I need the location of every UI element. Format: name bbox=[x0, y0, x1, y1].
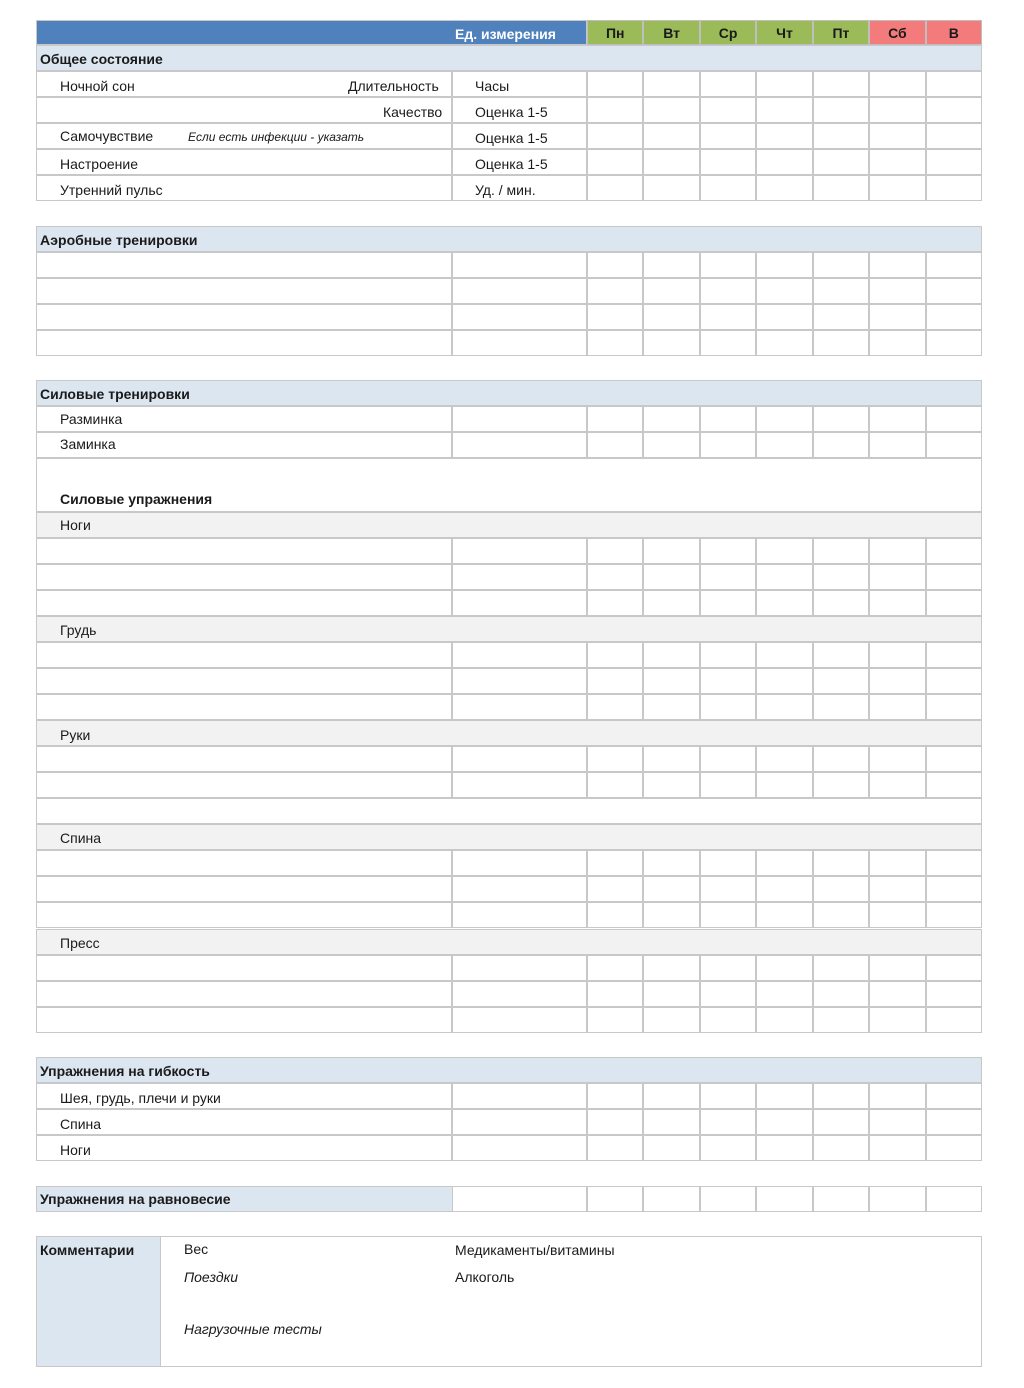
balance-row-day-cell-6[interactable] bbox=[869, 1186, 925, 1212]
group-2-row-2-day-cell-3[interactable] bbox=[700, 668, 756, 694]
group-3-row-2-day-cell-1[interactable] bbox=[587, 772, 643, 798]
general-section-band bbox=[36, 45, 982, 71]
group-5-row-2-day-cell-7[interactable] bbox=[926, 981, 982, 1007]
group-3-row-2-day-cell-6[interactable] bbox=[869, 772, 925, 798]
flex-row-2-day-cell-6[interactable] bbox=[869, 1109, 925, 1135]
day-header-3: Ср bbox=[700, 20, 756, 45]
group-3-row-1-day-cell-5[interactable] bbox=[813, 746, 869, 772]
group-2-row-3-day-cell-7[interactable] bbox=[926, 694, 982, 720]
general-row-3-day-cell-1[interactable] bbox=[587, 123, 643, 149]
aerobic-row-4-name-cell[interactable] bbox=[36, 330, 452, 356]
group-4-row-3-day-cell-6[interactable] bbox=[869, 902, 925, 928]
group-1-row-3-day-cell-3[interactable] bbox=[700, 590, 756, 616]
flex-row-2-day-cell-4[interactable] bbox=[756, 1109, 812, 1135]
group-5-row-1-day-cell-6[interactable] bbox=[869, 955, 925, 981]
group-5-row-2-day-cell-1[interactable] bbox=[587, 981, 643, 1007]
group-2-row-2-day-cell-6[interactable] bbox=[869, 668, 925, 694]
aerobic-row-2-day-cell-2[interactable] bbox=[643, 278, 699, 304]
general-row-2-day-cell-1[interactable] bbox=[587, 97, 643, 123]
group-5-row-1-day-cell-4[interactable] bbox=[756, 955, 812, 981]
group-5-row-2-day-cell-6[interactable] bbox=[869, 981, 925, 1007]
aerobic-row-4-day-cell-5[interactable] bbox=[813, 330, 869, 356]
group-2-row-3-day-cell-4[interactable] bbox=[756, 694, 812, 720]
strength-row-2-day-cell-1[interactable] bbox=[587, 432, 643, 458]
group-4-row-3-unit-cell[interactable] bbox=[452, 902, 587, 928]
group-4-row-1-day-cell-1[interactable] bbox=[587, 850, 643, 876]
group-2-row-1-unit-cell[interactable] bbox=[452, 642, 587, 668]
comment-tests: Нагрузочные тесты bbox=[184, 1321, 322, 1337]
group-5-row-3-day-cell-1[interactable] bbox=[587, 1007, 643, 1033]
general-row-2-day-cell-5[interactable] bbox=[813, 97, 869, 123]
group-2-row-2-day-cell-2[interactable] bbox=[643, 668, 699, 694]
general-row-5-day-cell-6[interactable] bbox=[869, 175, 925, 201]
group-4-row-3-name-cell[interactable] bbox=[36, 902, 452, 928]
group-4-row-2-day-cell-2[interactable] bbox=[643, 876, 699, 902]
strength-row-1-day-cell-3[interactable] bbox=[700, 406, 756, 432]
aerobic-row-1-name-cell[interactable] bbox=[36, 252, 452, 278]
strength-row-2-day-cell-7[interactable] bbox=[926, 432, 982, 458]
group-4-row-3-day-cell-2[interactable] bbox=[643, 902, 699, 928]
flex-row-back-label: Спина bbox=[60, 1116, 102, 1132]
group-1-row-2-day-cell-7[interactable] bbox=[926, 564, 982, 590]
group-3-row-2-day-cell-7[interactable] bbox=[926, 772, 982, 798]
group-5-row-1-unit-cell[interactable] bbox=[452, 955, 587, 981]
general-row-1-day-cell-4[interactable] bbox=[756, 71, 812, 97]
group-4-row-2-day-cell-4[interactable] bbox=[756, 876, 812, 902]
pulse-label: Утренний пульс bbox=[60, 182, 163, 198]
aerobic-row-1-day-cell-3[interactable] bbox=[700, 252, 756, 278]
group-5-row-3-day-cell-7[interactable] bbox=[926, 1007, 982, 1033]
group-4-row-2-unit-cell[interactable] bbox=[452, 876, 587, 902]
sleep-label: Ночной сон bbox=[60, 78, 135, 94]
flex-row-3-day-cell-2[interactable] bbox=[643, 1135, 699, 1161]
day-header-1: Пн bbox=[587, 20, 643, 45]
group-4-row-1-day-cell-3[interactable] bbox=[700, 850, 756, 876]
group-1-row-1-day-cell-2[interactable] bbox=[643, 538, 699, 564]
group-1-row-2-day-cell-5[interactable] bbox=[813, 564, 869, 590]
balance-row-day-cell-4[interactable] bbox=[756, 1186, 812, 1212]
group-4-row-3-day-cell-5[interactable] bbox=[813, 902, 869, 928]
group-4-row-2-day-cell-5[interactable] bbox=[813, 876, 869, 902]
aerobic-row-4-day-cell-3[interactable] bbox=[700, 330, 756, 356]
general-row-2-day-cell-6[interactable] bbox=[869, 97, 925, 123]
aerobic-row-3-day-cell-6[interactable] bbox=[869, 304, 925, 330]
cooldown-label: Заминка bbox=[60, 436, 116, 452]
group-2-row-3-day-cell-6[interactable] bbox=[869, 694, 925, 720]
group-4-row-2-day-cell-3[interactable] bbox=[700, 876, 756, 902]
group-2-row-1-name-cell[interactable] bbox=[36, 642, 452, 668]
strength-row-2-day-cell-2[interactable] bbox=[643, 432, 699, 458]
aerobic-row-4-unit-cell[interactable] bbox=[452, 330, 587, 356]
group-1-row-3-day-cell-5[interactable] bbox=[813, 590, 869, 616]
group-label-arms: Руки bbox=[60, 727, 91, 743]
group-1-row-1-day-cell-3[interactable] bbox=[700, 538, 756, 564]
comments-title: Комментарии bbox=[40, 1242, 135, 1258]
group-1-row-2-name-cell[interactable] bbox=[36, 564, 452, 590]
group-1-row-1-day-cell-6[interactable] bbox=[869, 538, 925, 564]
general-row-4-day-cell-4[interactable] bbox=[756, 149, 812, 175]
group-band-arms bbox=[36, 720, 982, 746]
group-5-row-3-unit-cell[interactable] bbox=[452, 1007, 587, 1033]
day-header-6: Сб bbox=[869, 20, 925, 45]
flex-row-3-day-cell-7[interactable] bbox=[926, 1135, 982, 1161]
group-3-row-1-day-cell-3[interactable] bbox=[700, 746, 756, 772]
aerobic-row-3-name-cell[interactable] bbox=[36, 304, 452, 330]
general-row-1-day-cell-2[interactable] bbox=[643, 71, 699, 97]
general-row-2-day-cell-4[interactable] bbox=[756, 97, 812, 123]
general-row-1-day-cell-7[interactable] bbox=[926, 71, 982, 97]
aerobic-row-2-day-cell-4[interactable] bbox=[756, 278, 812, 304]
general-row-4-day-cell-3[interactable] bbox=[700, 149, 756, 175]
sleep-quality-unit: Оценка 1-5 bbox=[475, 104, 548, 120]
aerobic-row-1-day-cell-7[interactable] bbox=[926, 252, 982, 278]
flexibility-section-title: Упражнения на гибкость bbox=[40, 1063, 210, 1079]
group-1-row-3-day-cell-1[interactable] bbox=[587, 590, 643, 616]
group-5-row-2-day-cell-3[interactable] bbox=[700, 981, 756, 1007]
mood-label: Настроение bbox=[60, 156, 139, 172]
group-label-chest: Грудь bbox=[60, 622, 97, 638]
group-3-row-2-day-cell-4[interactable] bbox=[756, 772, 812, 798]
group-4-row-1-day-cell-7[interactable] bbox=[926, 850, 982, 876]
group-2-row-3-day-cell-3[interactable] bbox=[700, 694, 756, 720]
group-2-row-1-day-cell-6[interactable] bbox=[869, 642, 925, 668]
group-1-row-2-unit-cell[interactable] bbox=[452, 564, 587, 590]
flex-row-1-day-cell-4[interactable] bbox=[756, 1083, 812, 1109]
flex-row-1-day-cell-2[interactable] bbox=[643, 1083, 699, 1109]
general-row-4-day-cell-1[interactable] bbox=[587, 149, 643, 175]
general-row-2-day-cell-7[interactable] bbox=[926, 97, 982, 123]
balance-section-title: Упражнения на равновесие bbox=[40, 1191, 231, 1207]
general-row-4-day-cell-5[interactable] bbox=[813, 149, 869, 175]
group-3-row-1-day-cell-1[interactable] bbox=[587, 746, 643, 772]
flex-row-3-unit-cell[interactable] bbox=[452, 1135, 587, 1161]
aerobic-row-1-day-cell-2[interactable] bbox=[643, 252, 699, 278]
flex-row-2-day-cell-1[interactable] bbox=[587, 1109, 643, 1135]
group-1-row-1-unit-cell[interactable] bbox=[452, 538, 587, 564]
group-1-row-2-day-cell-6[interactable] bbox=[869, 564, 925, 590]
aerobic-row-2-name-cell[interactable] bbox=[36, 278, 452, 304]
aerobic-row-1-day-cell-4[interactable] bbox=[756, 252, 812, 278]
group-4-row-3-day-cell-4[interactable] bbox=[756, 902, 812, 928]
flex-row-1-day-cell-5[interactable] bbox=[813, 1083, 869, 1109]
general-row-4-day-cell-6[interactable] bbox=[869, 149, 925, 175]
group-1-row-1-name-cell[interactable] bbox=[36, 538, 452, 564]
group-5-row-1-day-cell-1[interactable] bbox=[587, 955, 643, 981]
day-header-5: Пт bbox=[813, 20, 869, 45]
group-4-row-3-day-cell-7[interactable] bbox=[926, 902, 982, 928]
group-5-row-1-day-cell-7[interactable] bbox=[926, 955, 982, 981]
group-1-row-1-day-cell-4[interactable] bbox=[756, 538, 812, 564]
group-4-row-1-day-cell-4[interactable] bbox=[756, 850, 812, 876]
group-3-row-1-day-cell-6[interactable] bbox=[869, 746, 925, 772]
general-row-5-day-cell-3[interactable] bbox=[700, 175, 756, 201]
group-label-abs: Пресс bbox=[60, 935, 100, 951]
aerobic-row-2-day-cell-3[interactable] bbox=[700, 278, 756, 304]
group-1-row-3-name-cell[interactable] bbox=[36, 590, 452, 616]
general-row-1-day-cell-1[interactable] bbox=[587, 71, 643, 97]
group-3-row-1-day-cell-2[interactable] bbox=[643, 746, 699, 772]
balance-row-unit-cell[interactable] bbox=[452, 1186, 587, 1212]
group-4-row-1-unit-cell[interactable] bbox=[452, 850, 587, 876]
group-5-row-2-day-cell-2[interactable] bbox=[643, 981, 699, 1007]
group-5-row-1-day-cell-5[interactable] bbox=[813, 955, 869, 981]
group-2-row-1-day-cell-5[interactable] bbox=[813, 642, 869, 668]
flex-row-legs-label: Ноги bbox=[60, 1142, 91, 1158]
balance-row-day-cell-5[interactable] bbox=[813, 1186, 869, 1212]
pulse-unit: Уд. / мин. bbox=[475, 182, 536, 198]
group-2-row-2-name-cell[interactable] bbox=[36, 668, 452, 694]
general-row-1-day-cell-6[interactable] bbox=[869, 71, 925, 97]
flex-row-2-day-cell-7[interactable] bbox=[926, 1109, 982, 1135]
day-header-7: В bbox=[926, 20, 982, 45]
group-1-row-1-day-cell-5[interactable] bbox=[813, 538, 869, 564]
general-row-3-day-cell-3[interactable] bbox=[700, 123, 756, 149]
aerobic-row-2-day-cell-5[interactable] bbox=[813, 278, 869, 304]
aerobic-row-1-day-cell-6[interactable] bbox=[869, 252, 925, 278]
aerobic-row-3-day-cell-1[interactable] bbox=[587, 304, 643, 330]
group-1-row-2-day-cell-1[interactable] bbox=[587, 564, 643, 590]
group-band-abs bbox=[36, 929, 982, 955]
group-3-row-2-unit-cell[interactable] bbox=[452, 772, 587, 798]
group-4-row-1-day-cell-6[interactable] bbox=[869, 850, 925, 876]
group-5-row-3-day-cell-5[interactable] bbox=[813, 1007, 869, 1033]
group-1-row-3-unit-cell[interactable] bbox=[452, 590, 587, 616]
flex-row-1-day-cell-1[interactable] bbox=[587, 1083, 643, 1109]
aerobic-row-4-day-cell-6[interactable] bbox=[869, 330, 925, 356]
flex-row-1-day-cell-3[interactable] bbox=[700, 1083, 756, 1109]
general-row-1-unit-cell[interactable] bbox=[452, 71, 587, 97]
flex-row-3-day-cell-4[interactable] bbox=[756, 1135, 812, 1161]
group-2-row-1-day-cell-7[interactable] bbox=[926, 642, 982, 668]
comment-meds: Медикаменты/витамины bbox=[455, 1242, 615, 1258]
group-4-row-2-name-cell[interactable] bbox=[36, 876, 452, 902]
group-1-row-2-day-cell-4[interactable] bbox=[756, 564, 812, 590]
group-3-row-2-name-cell[interactable] bbox=[36, 772, 452, 798]
group-2-row-3-day-cell-1[interactable] bbox=[587, 694, 643, 720]
group-band-chest bbox=[36, 616, 982, 642]
group-5-row-3-name-cell[interactable] bbox=[36, 1007, 452, 1033]
group-5-row-3-day-cell-4[interactable] bbox=[756, 1007, 812, 1033]
general-row-5-day-cell-7[interactable] bbox=[926, 175, 982, 201]
group-5-row-3-day-cell-6[interactable] bbox=[869, 1007, 925, 1033]
aerobic-section-title: Аэробные тренировки bbox=[40, 232, 198, 248]
group-label-back: Спина bbox=[60, 830, 102, 846]
group-3-row-2-day-cell-5[interactable] bbox=[813, 772, 869, 798]
group-1-row-2-day-cell-2[interactable] bbox=[643, 564, 699, 590]
group-5-row-1-day-cell-2[interactable] bbox=[643, 955, 699, 981]
group-4-row-3-day-cell-1[interactable] bbox=[587, 902, 643, 928]
aerobic-row-2-day-cell-1[interactable] bbox=[587, 278, 643, 304]
flex-row-3-name-cell[interactable] bbox=[36, 1135, 452, 1161]
group-5-row-3-day-cell-3[interactable] bbox=[700, 1007, 756, 1033]
general-row-5-day-cell-4[interactable] bbox=[756, 175, 812, 201]
flex-row-2-unit-cell[interactable] bbox=[452, 1109, 587, 1135]
aerobic-row-3-day-cell-3[interactable] bbox=[700, 304, 756, 330]
group-5-row-2-name-cell[interactable] bbox=[36, 981, 452, 1007]
aerobic-row-1-day-cell-5[interactable] bbox=[813, 252, 869, 278]
aerobic-row-2-day-cell-7[interactable] bbox=[926, 278, 982, 304]
group-3-row-2-day-cell-2[interactable] bbox=[643, 772, 699, 798]
flex-row-3-day-cell-3[interactable] bbox=[700, 1135, 756, 1161]
group-1-row-1-day-cell-7[interactable] bbox=[926, 538, 982, 564]
group-2-row-2-day-cell-5[interactable] bbox=[813, 668, 869, 694]
group-4-row-1-day-cell-2[interactable] bbox=[643, 850, 699, 876]
strength-row-1-day-cell-6[interactable] bbox=[869, 406, 925, 432]
aerobic-row-1-day-cell-1[interactable] bbox=[587, 252, 643, 278]
mood-unit: Оценка 1-5 bbox=[475, 156, 548, 172]
sleep-quality-label: Качество bbox=[383, 104, 443, 120]
group-5-row-2-day-cell-4[interactable] bbox=[756, 981, 812, 1007]
group-1-row-1-day-cell-1[interactable] bbox=[587, 538, 643, 564]
group-2-row-3-unit-cell[interactable] bbox=[452, 694, 587, 720]
group-band-legs bbox=[36, 512, 982, 538]
strength-row-1-day-cell-7[interactable] bbox=[926, 406, 982, 432]
warmup-label: Разминка bbox=[60, 411, 123, 427]
comment-weight: Вес bbox=[184, 1241, 209, 1257]
aerobic-row-3-day-cell-4[interactable] bbox=[756, 304, 812, 330]
general-row-3-day-cell-7[interactable] bbox=[926, 123, 982, 149]
group-3-row-2-day-cell-3[interactable] bbox=[700, 772, 756, 798]
balance-row-day-cell-3[interactable] bbox=[700, 1186, 756, 1212]
day-header-4: Чт bbox=[756, 20, 812, 45]
group-2-row-2-unit-cell[interactable] bbox=[452, 668, 587, 694]
group-4-row-3-day-cell-3[interactable] bbox=[700, 902, 756, 928]
wellbeing-unit: Оценка 1-5 bbox=[475, 130, 548, 146]
aerobic-row-3-day-cell-5[interactable] bbox=[813, 304, 869, 330]
strength-row-1-day-cell-4[interactable] bbox=[756, 406, 812, 432]
strength-row-2-day-cell-3[interactable] bbox=[700, 432, 756, 458]
flex-row-1-day-cell-7[interactable] bbox=[926, 1083, 982, 1109]
group-1-row-3-day-cell-7[interactable] bbox=[926, 590, 982, 616]
strength-row-2-day-cell-5[interactable] bbox=[813, 432, 869, 458]
group-1-row-3-day-cell-2[interactable] bbox=[643, 590, 699, 616]
flex-row-3-day-cell-5[interactable] bbox=[813, 1135, 869, 1161]
general-row-5-day-cell-5[interactable] bbox=[813, 175, 869, 201]
strength-row-2-day-cell-4[interactable] bbox=[756, 432, 812, 458]
general-row-3-day-cell-4[interactable] bbox=[756, 123, 812, 149]
group-3-row-1-name-cell[interactable] bbox=[36, 746, 452, 772]
group-4-row-1-day-cell-5[interactable] bbox=[813, 850, 869, 876]
group-5-row-1-day-cell-3[interactable] bbox=[700, 955, 756, 981]
general-row-5-day-cell-2[interactable] bbox=[643, 175, 699, 201]
aerobic-row-2-unit-cell[interactable] bbox=[452, 278, 587, 304]
aerobic-row-4-day-cell-2[interactable] bbox=[643, 330, 699, 356]
group-5-row-1-name-cell[interactable] bbox=[36, 955, 452, 981]
group-4-row-2-day-cell-6[interactable] bbox=[869, 876, 925, 902]
group-3-empty-row[interactable] bbox=[36, 798, 982, 824]
general-row-3-day-cell-5[interactable] bbox=[813, 123, 869, 149]
general-row-4-day-cell-2[interactable] bbox=[643, 149, 699, 175]
flex-row-1-unit-cell[interactable] bbox=[452, 1083, 587, 1109]
group-5-row-2-unit-cell[interactable] bbox=[452, 981, 587, 1007]
general-row-5-day-cell-1[interactable] bbox=[587, 175, 643, 201]
strength-row-1-day-cell-5[interactable] bbox=[813, 406, 869, 432]
day-header-2: Вт bbox=[643, 20, 699, 45]
group-2-row-2-day-cell-1[interactable] bbox=[587, 668, 643, 694]
flex-row-2-day-cell-2[interactable] bbox=[643, 1109, 699, 1135]
group-2-row-1-day-cell-1[interactable] bbox=[587, 642, 643, 668]
group-2-row-1-day-cell-2[interactable] bbox=[643, 642, 699, 668]
general-row-1-day-cell-3[interactable] bbox=[700, 71, 756, 97]
general-section-title: Общее состояние bbox=[40, 51, 163, 67]
flex-row-1-day-cell-6[interactable] bbox=[869, 1083, 925, 1109]
flex-row-3-day-cell-1[interactable] bbox=[587, 1135, 643, 1161]
general-row-3-day-cell-6[interactable] bbox=[869, 123, 925, 149]
aerobic-row-4-day-cell-7[interactable] bbox=[926, 330, 982, 356]
group-label-legs: Ноги bbox=[60, 517, 91, 533]
aerobic-row-1-unit-cell[interactable] bbox=[452, 252, 587, 278]
balance-row-day-cell-1[interactable] bbox=[587, 1186, 643, 1212]
strength-row-2-day-cell-6[interactable] bbox=[869, 432, 925, 458]
aerobic-row-4-day-cell-1[interactable] bbox=[587, 330, 643, 356]
group-2-row-3-name-cell[interactable] bbox=[36, 694, 452, 720]
wellbeing-label: Самочувствие bbox=[60, 128, 154, 144]
group-5-row-2-day-cell-5[interactable] bbox=[813, 981, 869, 1007]
flex-row-3-day-cell-6[interactable] bbox=[869, 1135, 925, 1161]
group-1-row-3-day-cell-4[interactable] bbox=[756, 590, 812, 616]
group-4-row-2-day-cell-7[interactable] bbox=[926, 876, 982, 902]
group-2-row-1-day-cell-4[interactable] bbox=[756, 642, 812, 668]
group-2-row-2-day-cell-4[interactable] bbox=[756, 668, 812, 694]
general-row-4-day-cell-7[interactable] bbox=[926, 149, 982, 175]
aerobic-row-3-day-cell-2[interactable] bbox=[643, 304, 699, 330]
flex-row-2-day-cell-5[interactable] bbox=[813, 1109, 869, 1135]
aerobic-row-4-day-cell-4[interactable] bbox=[756, 330, 812, 356]
unit-column-header: Ед. измерения bbox=[455, 26, 556, 42]
group-1-row-3-day-cell-6[interactable] bbox=[869, 590, 925, 616]
comment-alcohol: Алкоголь bbox=[455, 1269, 515, 1285]
sleep-duration-unit: Часы bbox=[475, 78, 510, 94]
group-1-row-2-day-cell-3[interactable] bbox=[700, 564, 756, 590]
group-4-row-1-name-cell[interactable] bbox=[36, 850, 452, 876]
strength-exercises-title: Силовые упражнения bbox=[60, 491, 213, 507]
flex-row-2-day-cell-3[interactable] bbox=[700, 1109, 756, 1135]
sleep-duration-label: Длительность bbox=[348, 78, 439, 94]
general-row-2-day-cell-3[interactable] bbox=[700, 97, 756, 123]
general-row-1-day-cell-5[interactable] bbox=[813, 71, 869, 97]
group-2-row-2-day-cell-7[interactable] bbox=[926, 668, 982, 694]
group-band-back bbox=[36, 824, 982, 850]
strength-row-2-unit-cell[interactable] bbox=[452, 432, 587, 458]
balance-row-day-cell-2[interactable] bbox=[643, 1186, 699, 1212]
comment-trips: Поездки bbox=[184, 1269, 239, 1285]
group-3-row-1-unit-cell[interactable] bbox=[452, 746, 587, 772]
strength-row-1-day-cell-2[interactable] bbox=[643, 406, 699, 432]
group-3-row-1-day-cell-4[interactable] bbox=[756, 746, 812, 772]
group-2-row-1-day-cell-3[interactable] bbox=[700, 642, 756, 668]
aerobic-row-2-day-cell-6[interactable] bbox=[869, 278, 925, 304]
aerobic-row-3-day-cell-7[interactable] bbox=[926, 304, 982, 330]
flex-row-neck-label: Шея, грудь, плечи и руки bbox=[60, 1090, 221, 1106]
group-3-row-1-day-cell-7[interactable] bbox=[926, 746, 982, 772]
general-row-3-day-cell-2[interactable] bbox=[643, 123, 699, 149]
aerobic-row-3-unit-cell[interactable] bbox=[452, 304, 587, 330]
group-5-row-3-day-cell-2[interactable] bbox=[643, 1007, 699, 1033]
group-4-row-2-day-cell-1[interactable] bbox=[587, 876, 643, 902]
general-row-2-day-cell-2[interactable] bbox=[643, 97, 699, 123]
group-2-row-3-day-cell-2[interactable] bbox=[643, 694, 699, 720]
wellbeing-note: Если есть инфекции - указать bbox=[188, 130, 365, 144]
strength-row-1-day-cell-1[interactable] bbox=[587, 406, 643, 432]
group-2-row-3-day-cell-5[interactable] bbox=[813, 694, 869, 720]
strength-row-1-unit-cell[interactable] bbox=[452, 406, 587, 432]
strength-section-title: Силовые тренировки bbox=[40, 386, 190, 402]
balance-row-day-cell-7[interactable] bbox=[926, 1186, 982, 1212]
